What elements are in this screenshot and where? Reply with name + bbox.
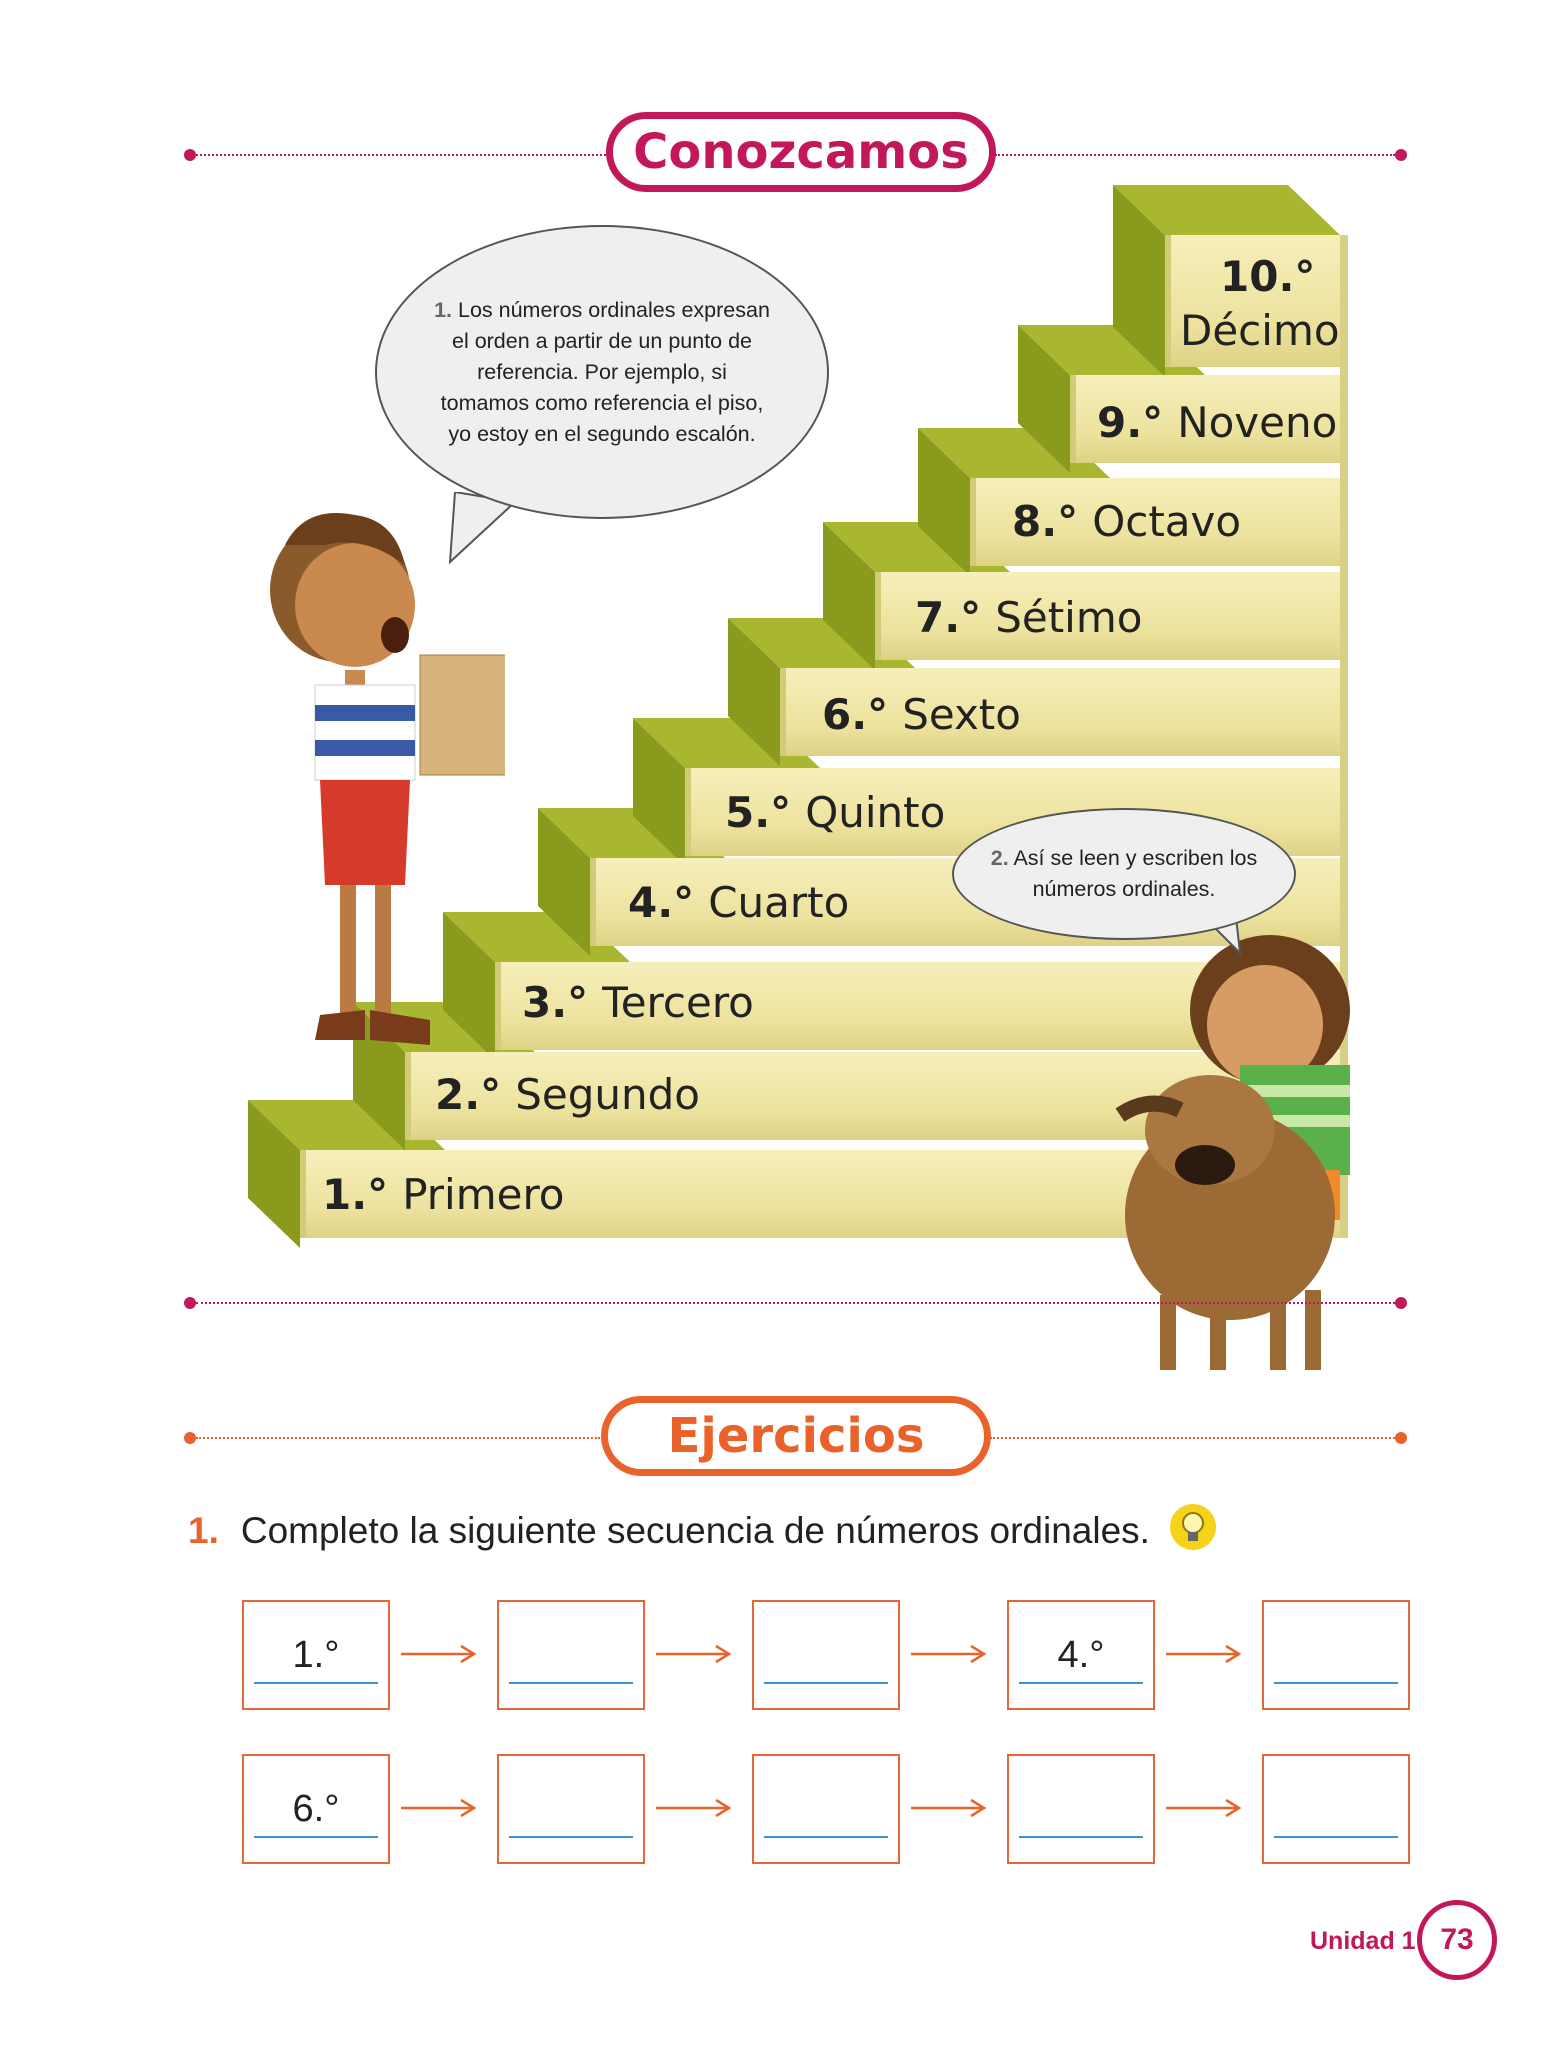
- step-ordinal: 9.°: [1097, 398, 1164, 447]
- step-ordinal: 8.°: [1012, 497, 1079, 546]
- step-name: Primero: [402, 1170, 565, 1219]
- step-label-7: [915, 593, 1142, 642]
- answer-line: [1274, 1682, 1398, 1684]
- arrow-right-icon: [399, 1798, 477, 1818]
- step-name: Segundo: [515, 1070, 700, 1119]
- exercises-rule-dot-right: [1395, 1432, 1407, 1444]
- section-title-conozcamos-text: Conozcamos: [633, 124, 969, 180]
- step-name: Octavo: [1092, 497, 1242, 546]
- step-name: Sétimo: [995, 593, 1143, 642]
- step-name: Noveno: [1177, 398, 1338, 447]
- section-title-ejercicios: [601, 1396, 991, 1476]
- unit-label: Unidad 1: [1310, 1927, 1416, 1955]
- arrow-right-icon: [909, 1644, 987, 1664]
- page-number: 73: [1440, 1923, 1474, 1956]
- bubble-1-number: 1.: [434, 297, 452, 322]
- step-ordinal: 7.°: [915, 593, 982, 642]
- section-end-rule: [196, 1302, 1395, 1304]
- bubble-1-text: Los números ordinales expresan el orden a partir de un punto de referencia. Por ejemplo, si tomamos como referencia el piso, yo estoy en el segundo escalón.: [440, 297, 770, 446]
- ordinal-answer-box[interactable]: [497, 1600, 645, 1710]
- arrow-right-icon: [654, 1798, 732, 1818]
- page-number-badge: [1417, 1900, 1497, 1980]
- step-name: Tercero: [602, 978, 754, 1027]
- step-ordinal: 4.°: [628, 878, 695, 927]
- lightbulb-icon: [1168, 1502, 1218, 1552]
- answer-line: [1274, 1836, 1398, 1838]
- ordinal-answer-box[interactable]: [752, 1600, 900, 1710]
- arrow-right-icon: [909, 1798, 987, 1818]
- arrow-right-icon: [1164, 1798, 1242, 1818]
- section-end-dot-left: [184, 1297, 196, 1309]
- answer-line: [764, 1836, 888, 1838]
- answer-line: [1019, 1836, 1143, 1838]
- step-name: Décimo: [1180, 306, 1340, 355]
- step-ordinal: 6.°: [822, 690, 889, 739]
- ordinal-answer-value: 1.°: [292, 1634, 340, 1676]
- arrow-right-icon: [399, 1644, 477, 1664]
- bubble-2-number: 2.: [990, 846, 1009, 870]
- ordinal-answer-box[interactable]: [497, 1754, 645, 1864]
- exercises-rule-right: [990, 1437, 1395, 1439]
- step-label-5: [725, 788, 945, 837]
- step-name: Quinto: [805, 788, 946, 837]
- ordinal-answer-box[interactable]: [242, 1600, 390, 1710]
- speech-bubble-explanation: [375, 225, 829, 519]
- step-label-8: [1012, 497, 1241, 546]
- answer-line: [1019, 1682, 1143, 1684]
- step-label-10: [1180, 250, 1340, 358]
- exercises-rule-left: [196, 1437, 600, 1439]
- step-label-2: [435, 1070, 700, 1119]
- girl-and-dog-illustration: [1100, 915, 1400, 1375]
- arrow-right-icon: [1164, 1644, 1242, 1664]
- answer-line: [509, 1836, 633, 1838]
- exercise-instruction: [188, 1510, 1150, 1552]
- step-label-4: [628, 878, 849, 927]
- ordinal-answer-box[interactable]: [1007, 1600, 1155, 1710]
- answer-line: [254, 1836, 378, 1838]
- step-label-9: [1097, 398, 1337, 447]
- exercise-number: 1.: [188, 1510, 219, 1551]
- arrow-right-icon: [654, 1644, 732, 1664]
- answer-line: [509, 1682, 633, 1684]
- ordinal-answer-value: 6.°: [292, 1788, 340, 1830]
- ordinal-answer-box[interactable]: [1262, 1600, 1410, 1710]
- step-name: Cuarto: [708, 878, 850, 927]
- section-title-ejercicios-text: Ejercicios: [667, 1408, 925, 1464]
- step-ordinal: 10.°: [1220, 252, 1316, 301]
- step-name: Sexto: [902, 690, 1021, 739]
- speech-bubble-how-to-read: [952, 808, 1296, 940]
- step-ordinal: 5.°: [725, 788, 792, 837]
- step-ordinal: 2.°: [435, 1070, 502, 1119]
- answer-line: [254, 1682, 378, 1684]
- step-ordinal: 3.°: [522, 978, 589, 1027]
- ordinal-answer-box[interactable]: [1262, 1754, 1410, 1864]
- ordinal-answer-box[interactable]: [242, 1754, 390, 1864]
- answer-line: [764, 1682, 888, 1684]
- step-label-3: [522, 978, 754, 1027]
- section-end-dot-right: [1395, 1297, 1407, 1309]
- boy-illustration: [245, 505, 505, 1065]
- step-label-6: [822, 690, 1021, 739]
- ordinal-answer-value: 4.°: [1057, 1634, 1105, 1676]
- step-ordinal: 1.°: [322, 1170, 389, 1219]
- ordinal-answer-box[interactable]: [752, 1754, 900, 1864]
- ordinal-answer-box[interactable]: [1007, 1754, 1155, 1864]
- exercise-instruction-text: Completo la siguiente secuencia de números ordinales.: [240, 1510, 1150, 1551]
- bubble-2-text: Así se leen y escriben los números ordinales.: [1013, 846, 1258, 901]
- exercises-rule-dot-left: [184, 1432, 196, 1444]
- step-label-1: [322, 1170, 565, 1219]
